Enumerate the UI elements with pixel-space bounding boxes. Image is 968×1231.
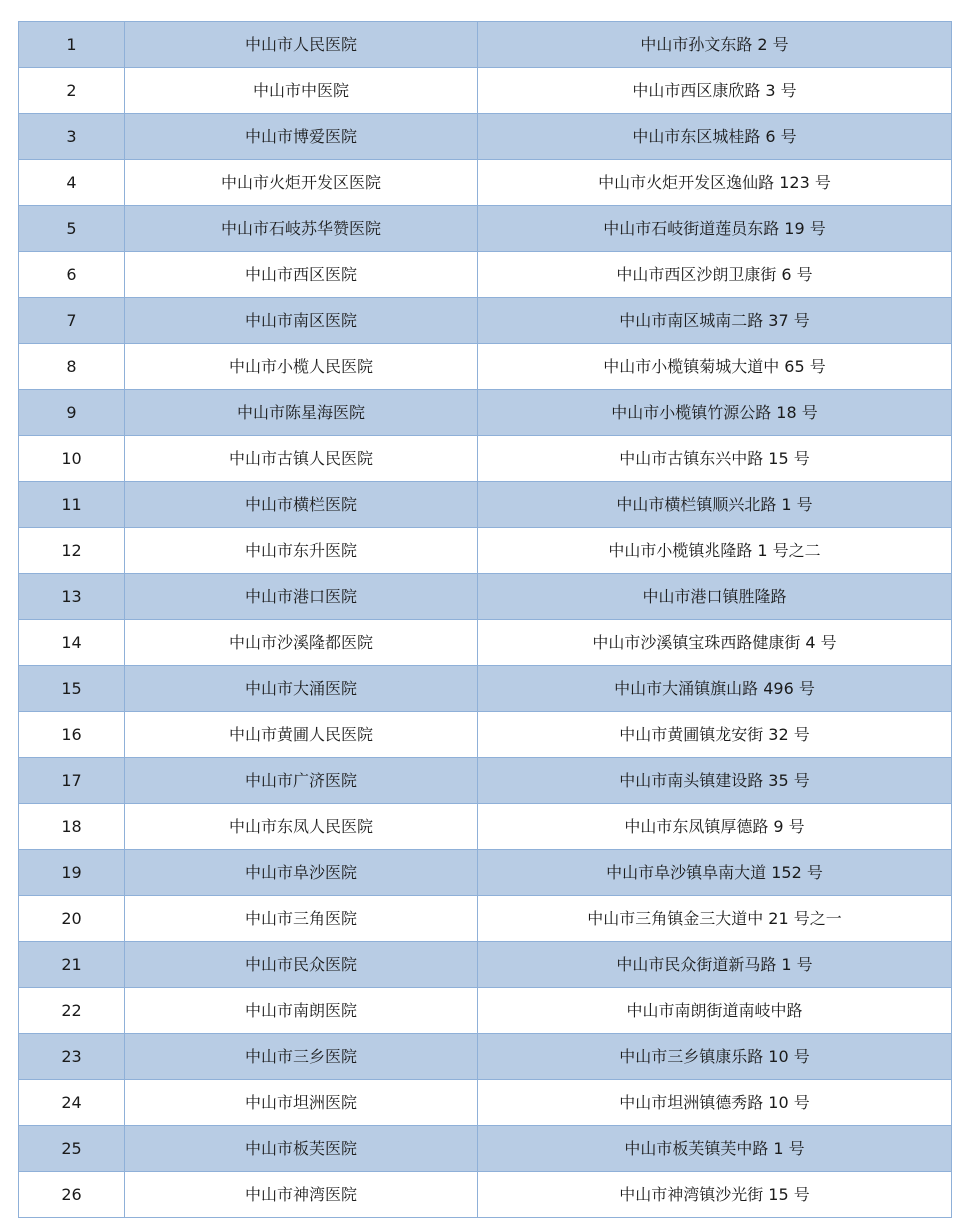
table-row [19,436,952,482]
hospital-name-cell: 中山市横栏医院 [125,482,478,528]
hospital-name-cell: 中山市神湾医院 [125,1172,478,1218]
hospital-name-cell: 中山市西区医院 [125,252,478,298]
row-index-cell: 18 [19,804,125,850]
row-index-cell: 1 [19,22,125,68]
hospital-address-cell: 中山市神湾镇沙光街 15 号 [478,1172,952,1218]
table-row [19,298,952,344]
hospital-address-cell: 中山市横栏镇顺兴北路 1 号 [478,482,952,528]
table-row [19,160,952,206]
row-index-cell: 12 [19,528,125,574]
hospital-name-cell: 中山市东升医院 [125,528,478,574]
row-index-cell: 22 [19,988,125,1034]
table-row [19,206,952,252]
hospital-name-cell: 中山市沙溪隆都医院 [125,620,478,666]
hospital-address-cell: 中山市三角镇金三大道中 21 号之一 [478,896,952,942]
table-row [19,252,952,298]
hospital-address-cell: 中山市小榄镇菊城大道中 65 号 [478,344,952,390]
row-index-cell: 23 [19,1034,125,1080]
row-index-cell: 14 [19,620,125,666]
row-index-cell: 24 [19,1080,125,1126]
row-index-cell: 5 [19,206,125,252]
row-index-cell: 13 [19,574,125,620]
row-index-cell: 21 [19,942,125,988]
hospital-address-cell: 中山市民众街道新马路 1 号 [478,942,952,988]
hospital-name-cell: 中山市民众医院 [125,942,478,988]
hospital-address-cell: 中山市阜沙镇阜南大道 152 号 [478,850,952,896]
hospital-address-cell: 中山市西区康欣路 3 号 [478,68,952,114]
hospital-address-cell: 中山市坦洲镇德秀路 10 号 [478,1080,952,1126]
hospital-name-cell: 中山市坦洲医院 [125,1080,478,1126]
hospital-address-cell: 中山市东区城桂路 6 号 [478,114,952,160]
hospital-address-cell: 中山市南朗街道南岐中路 [478,988,952,1034]
row-index-cell: 6 [19,252,125,298]
hospital-table-body [19,22,952,1218]
table-row [19,712,952,758]
hospital-address-cell: 中山市古镇东兴中路 15 号 [478,436,952,482]
table-row [19,896,952,942]
hospital-table [18,21,952,1218]
hospital-address-cell: 中山市沙溪镇宝珠西路健康街 4 号 [478,620,952,666]
table-row [19,344,952,390]
hospital-name-cell: 中山市火炬开发区医院 [125,160,478,206]
row-index-cell: 11 [19,482,125,528]
row-index-cell: 17 [19,758,125,804]
row-index-cell: 4 [19,160,125,206]
table-row [19,390,952,436]
hospital-name-cell: 中山市东凤人民医院 [125,804,478,850]
hospital-name-cell: 中山市南区医院 [125,298,478,344]
hospital-address-cell: 中山市南区城南二路 37 号 [478,298,952,344]
hospital-name-cell: 中山市阜沙医院 [125,850,478,896]
hospital-name-cell: 中山市板芙医院 [125,1126,478,1172]
row-index-cell: 19 [19,850,125,896]
hospital-address-cell: 中山市黄圃镇龙安街 32 号 [478,712,952,758]
row-index-cell: 20 [19,896,125,942]
table-row [19,620,952,666]
hospital-name-cell: 中山市南朗医院 [125,988,478,1034]
row-index-cell: 3 [19,114,125,160]
table-row [19,988,952,1034]
hospital-name-cell: 中山市陈星海医院 [125,390,478,436]
hospital-address-cell: 中山市西区沙朗卫康街 6 号 [478,252,952,298]
hospital-address-cell: 中山市东凤镇厚德路 9 号 [478,804,952,850]
hospital-name-cell: 中山市广济医院 [125,758,478,804]
hospital-name-cell: 中山市人民医院 [125,22,478,68]
table-row [19,758,952,804]
hospital-name-cell: 中山市古镇人民医院 [125,436,478,482]
row-index-cell: 10 [19,436,125,482]
table-row [19,850,952,896]
row-index-cell: 15 [19,666,125,712]
row-index-cell: 26 [19,1172,125,1218]
table-row [19,22,952,68]
table-row [19,114,952,160]
hospital-address-cell: 中山市孙文东路 2 号 [478,22,952,68]
hospital-name-cell: 中山市黄圃人民医院 [125,712,478,758]
hospital-name-cell: 中山市港口医院 [125,574,478,620]
hospital-address-cell: 中山市小榄镇竹源公路 18 号 [478,390,952,436]
hospital-name-cell: 中山市中医院 [125,68,478,114]
hospital-name-cell: 中山市博爱医院 [125,114,478,160]
hospital-address-cell: 中山市小榄镇兆隆路 1 号之二 [478,528,952,574]
hospital-address-cell: 中山市三乡镇康乐路 10 号 [478,1034,952,1080]
table-row [19,1126,952,1172]
table-row [19,804,952,850]
table-row [19,942,952,988]
hospital-address-cell: 中山市大涌镇旗山路 496 号 [478,666,952,712]
hospital-name-cell: 中山市大涌医院 [125,666,478,712]
row-index-cell: 25 [19,1126,125,1172]
hospital-address-cell: 中山市港口镇胜隆路 [478,574,952,620]
hospital-name-cell: 中山市小榄人民医院 [125,344,478,390]
row-index-cell: 9 [19,390,125,436]
row-index-cell: 8 [19,344,125,390]
table-row [19,666,952,712]
row-index-cell: 16 [19,712,125,758]
table-row [19,482,952,528]
hospital-name-cell: 中山市三角医院 [125,896,478,942]
hospital-address-cell: 中山市南头镇建设路 35 号 [478,758,952,804]
hospital-address-cell: 中山市石岐街道莲员东路 19 号 [478,206,952,252]
row-index-cell: 2 [19,68,125,114]
table-row [19,1172,952,1218]
table-row [19,68,952,114]
table-row [19,574,952,620]
hospital-address-cell: 中山市火炬开发区逸仙路 123 号 [478,160,952,206]
hospital-name-cell: 中山市石岐苏华赞医院 [125,206,478,252]
table-row [19,1080,952,1126]
hospital-address-cell: 中山市板芙镇芙中路 1 号 [478,1126,952,1172]
table-row [19,1034,952,1080]
hospital-name-cell: 中山市三乡医院 [125,1034,478,1080]
table-row [19,528,952,574]
row-index-cell: 7 [19,298,125,344]
